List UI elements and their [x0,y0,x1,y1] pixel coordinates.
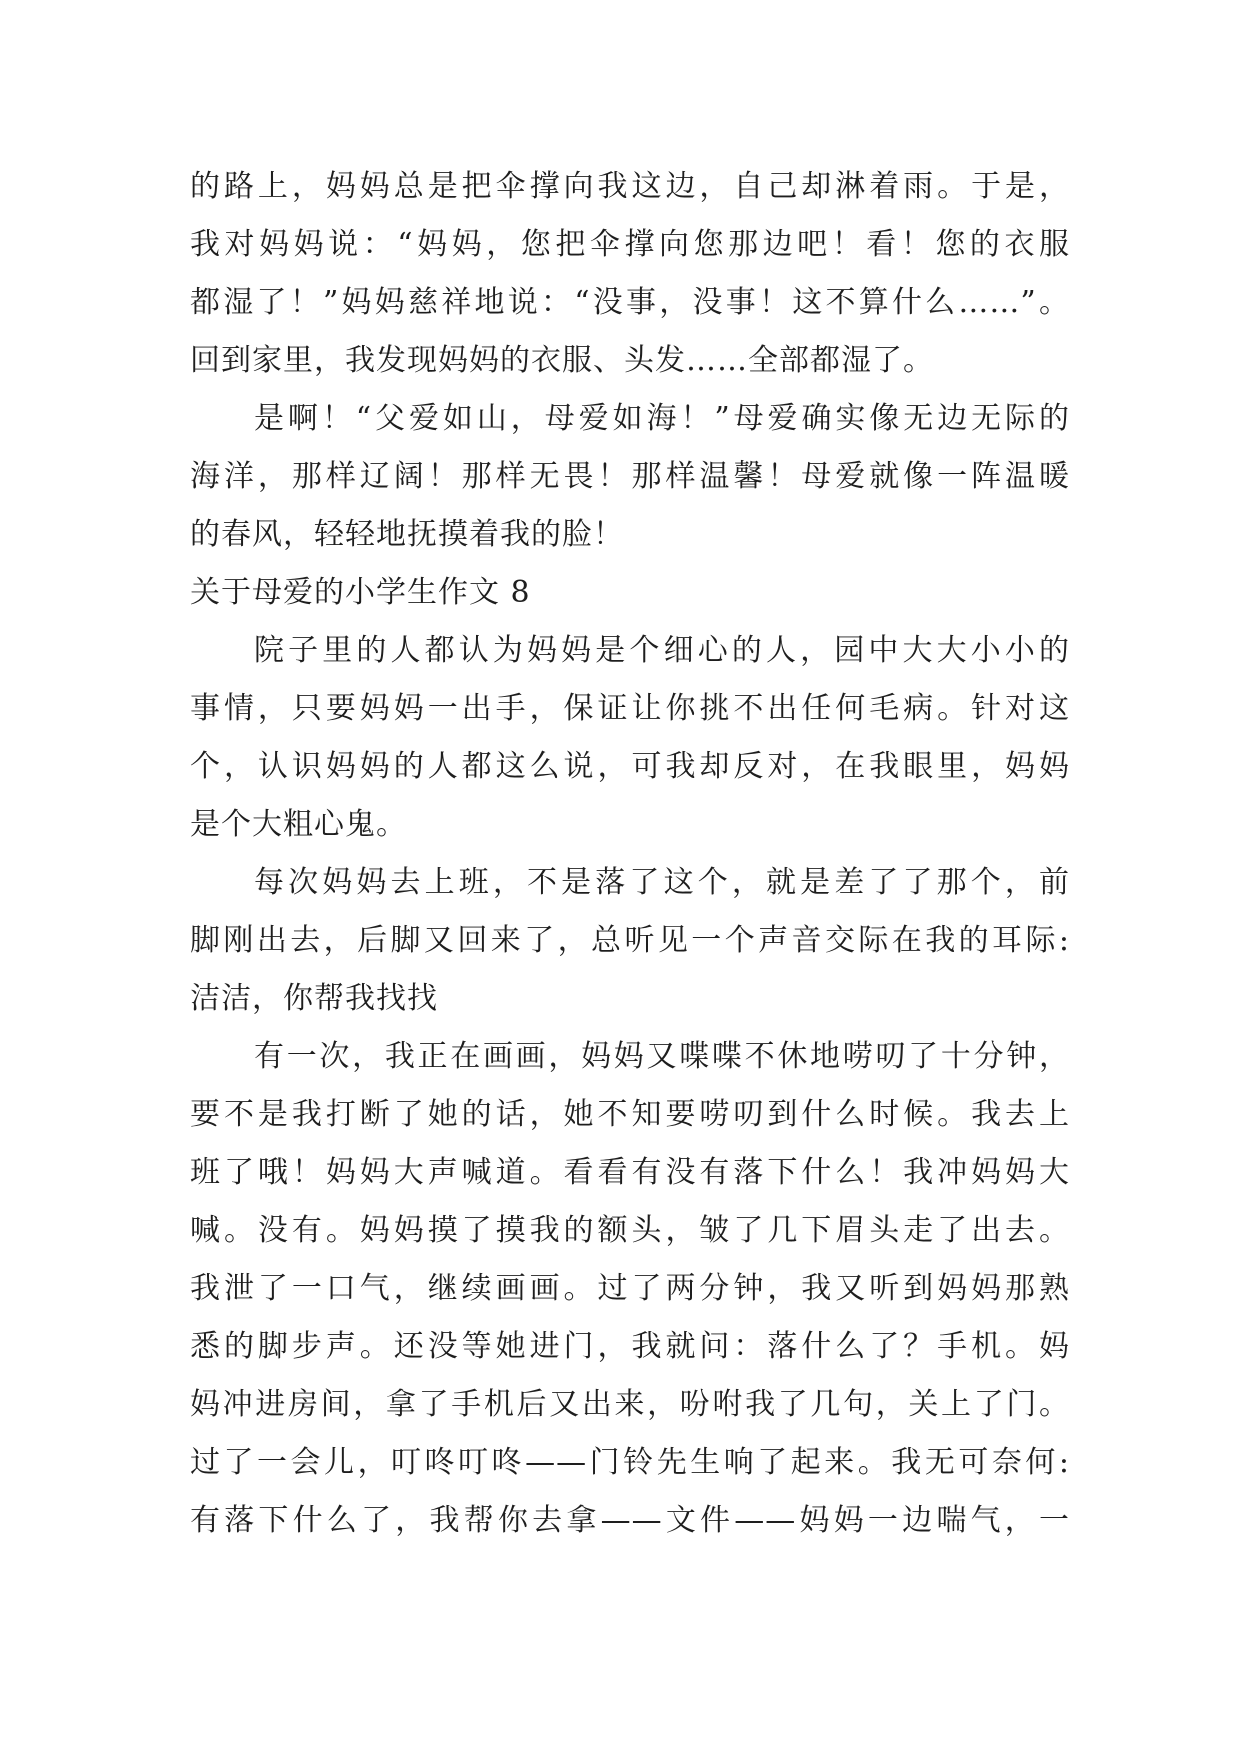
text-line: 每次妈妈去上班，不是落了这个，就是差了了那个，前 [254,865,1070,900]
text-line: 洁洁，你帮我找找 [190,981,438,1016]
paragraph-careful [190,622,1070,854]
text-line: 我泄了一口气，继续画画。过了两分钟，我又听到妈妈那熟 [190,1271,1070,1306]
text-line: 有一次，我正在画画，妈妈又喋喋不休地唠叨了十分钟， [254,1039,1070,1074]
text-line: 脚刚出去，后脚又回来了，总听见一个声音交际在我的耳际: [190,923,1070,958]
text-line: 要不是我打断了她的话，她不知要唠叨到什么时候。我去上 [190,1097,1070,1132]
text-line: 悉的脚步声。还没等她进门，我就问：落什么了？手机。妈 [190,1329,1070,1364]
paragraph-mother-love [190,390,1070,564]
text-line: 海洋，那样辽阔！那样无畏！那样温馨！母爱就像一阵温暖 [190,459,1070,494]
text-line: 事情，只要妈妈一出手，保证让你挑不出任何毛病。针对这 [190,691,1070,726]
text-line: 的春风，轻轻地抚摸着我的脸！ [190,517,624,552]
paragraph-work [190,854,1070,1028]
text-line: 是啊！“父爱如山，母爱如海！”母爱确实像无边无际的 [254,401,1070,436]
text-line: 都湿了！”妈妈慈祥地说：“没事，没事！这不算什么……”。 [190,285,1070,320]
document-body [190,158,1070,1550]
text-line: 个，认识妈妈的人都这么说，可我却反对，在我眼里，妈妈 [190,749,1070,784]
text-line: 班了哦！妈妈大声喊道。看看有没有落下什么！我冲妈妈大 [190,1155,1070,1190]
text-line: 喊。没有。妈妈摸了摸我的额头，皱了几下眉头走了出去。 [190,1213,1070,1248]
paragraph-story [190,1028,1070,1550]
text-line: 过了一会儿，叮咚叮咚——门铃先生响了起来。我无可奈何: [190,1445,1070,1480]
text-line: 院子里的人都认为妈妈是个细心的人，园中大大小小的 [254,633,1070,668]
section-title: 关于母爱的小学生作文 8 [190,575,531,610]
text-line: 有落下什么了，我帮你去拿——文件——妈妈一边喘气，一 [190,1503,1070,1538]
paragraph-intro [190,158,1070,390]
text-line: 回到家里，我发现妈妈的衣服、头发……全部都湿了。 [190,343,934,378]
text-line: 我对妈妈说：“妈妈，您把伞撑向您那边吧！看！您的衣服 [190,227,1070,262]
text-line: 是个大粗心鬼。 [190,807,407,842]
text-line: 的路上，妈妈总是把伞撑向我这边，自己却淋着雨。于是， [190,169,1070,204]
text-line: 妈冲进房间，拿了手机后又出来，吩咐我了几句，关上了门。 [190,1387,1070,1422]
